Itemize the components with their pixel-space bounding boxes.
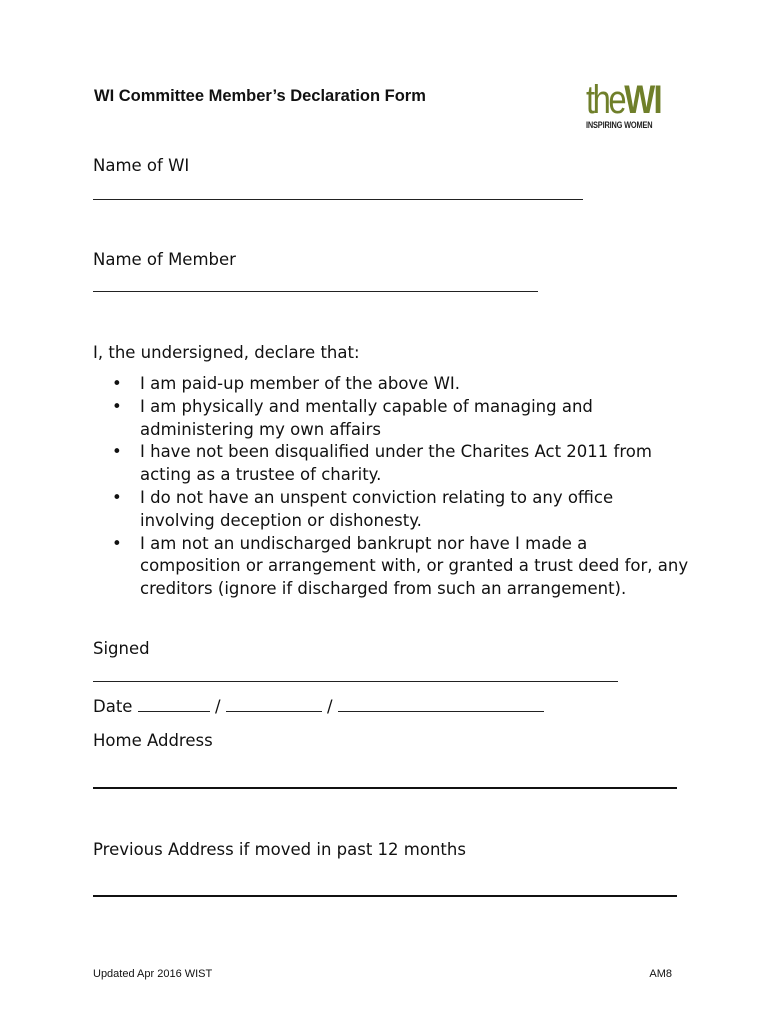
logo-wordmark: theWI [586, 78, 662, 122]
declaration-item: • I do not have an unspent conviction relating to any office involving deception or dishonesty. [112, 487, 692, 533]
date-year-field[interactable] [338, 697, 544, 712]
name-of-wi-field[interactable] [93, 199, 583, 200]
date-separator: / [214, 697, 221, 716]
date-day-field[interactable] [138, 697, 210, 712]
previous-address-field[interactable] [93, 895, 677, 897]
name-of-member-label: Name of Member [93, 250, 236, 269]
date-row [93, 697, 544, 716]
date-label: Date [93, 697, 133, 716]
declaration-intro: I, the undersigned, declare that: [93, 343, 360, 362]
form-title: WI Committee Member’s Declaration Form [94, 87, 426, 105]
declaration-item: • I have not been disqualified under the Charites Act 2011 from acting as a trustee of charity. [112, 441, 692, 487]
name-of-wi-label: Name of WI [93, 156, 190, 175]
home-address-label: Home Address [93, 731, 213, 750]
home-address-field[interactable] [93, 787, 677, 789]
declaration-list [112, 373, 692, 601]
date-month-field[interactable] [226, 697, 322, 712]
wi-logo [586, 80, 676, 136]
logo-tagline: INSPIRING WOMEN [586, 120, 653, 130]
signature-field[interactable] [93, 681, 618, 682]
footer-updated: Updated Apr 2016 WIST [93, 968, 213, 980]
declaration-item: • I am paid-up member of the above WI. [112, 373, 692, 396]
signed-label: Signed [93, 639, 150, 658]
footer-code: AM8 [649, 968, 672, 980]
previous-address-label: Previous Address if moved in past 12 months [93, 840, 466, 859]
date-separator: / [327, 697, 333, 716]
name-of-member-field[interactable] [93, 291, 538, 292]
declaration-item: • I am not an undischarged bankrupt nor have I made a composition or arrangement with, or granted a trust deed for, any creditors (ignore if discharged from such an arrangement). [112, 533, 692, 601]
declaration-item: • I am physically and mentally capable of managing and administering my own affairs [112, 396, 692, 442]
